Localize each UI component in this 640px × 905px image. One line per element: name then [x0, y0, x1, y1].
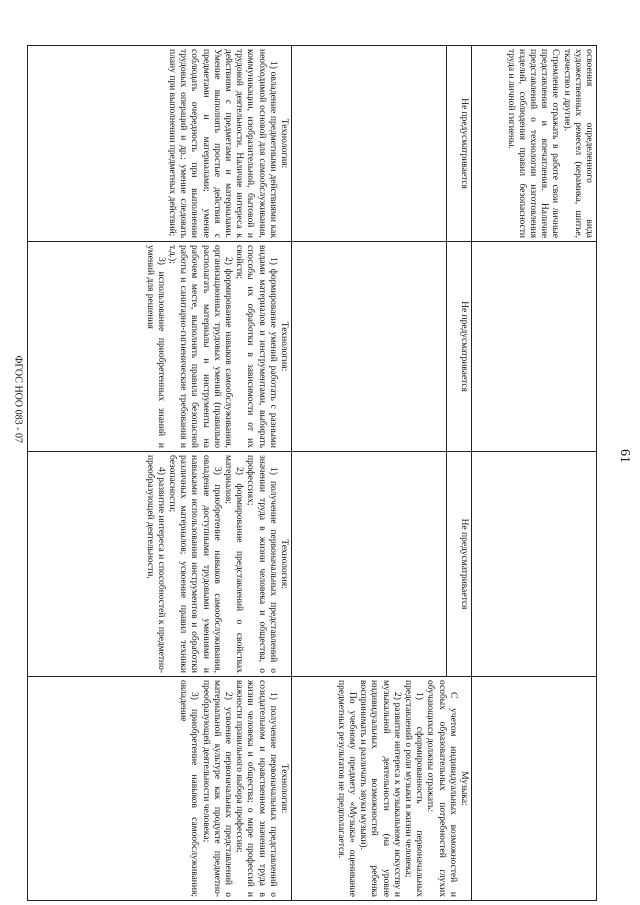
table-cell-empty — [472, 452, 597, 677]
technology-title: Технология: — [279, 118, 289, 169]
cell-text: 2) формирование представлений о свойствах материалов; — [222, 455, 245, 673]
document-footer: ФГОС НОО 083 - 07 — [12, 355, 24, 443]
cell-text: 2) усвоение первоначальных представлений о материальной культуре как продукте предметно-преобразующей деятельности человека; — [200, 680, 233, 897]
cell-text: 1) получение первоначальных представлений о значении труда в жизни человека и общества, о профессиях; — [245, 455, 278, 673]
cell-text: С учетом индивидуальных возможностей и особых образовательных потребностей глухих обучающихся должны отражать: — [425, 680, 458, 897]
technology-title: Технология: — [279, 539, 289, 589]
table-cell-empty — [472, 242, 597, 452]
cell-text: 1) получение первоначальных представлений о созидательном и нравственном значении труда в жизни человека и общества; о мире профессий и важности правильного выбора профессии; — [234, 680, 278, 897]
cell-text: 1) формирование умений работать с разными видами материалов и инструментами, выбирать способы их обработки в зависимости от их свойств; — [234, 245, 278, 448]
cell-technology — [28, 242, 292, 452]
cell-technology — [28, 677, 292, 901]
cell-music — [292, 677, 472, 901]
cell-text: 1) сформированность первоначальных представлений о роли музыки в жизни человека; — [402, 680, 425, 897]
table-cell-empty — [292, 242, 447, 452]
cell-text: 1) овладение предметными действиями как необходимой основой для самообслуживания, коммуникации, изобразительной, бытовой и трудовой деятельности. Наличие интереса к действиям с предметами и материалами. Умение выполнять простые действия с предметами и материалами; умение соблюдать очередность при выполнении трудовых операций и др.; умение следовать плану при выполнении предметных действий; — [166, 49, 278, 238]
technology-title: Технология: — [279, 321, 289, 372]
cell-text: Стремление отражать в работе свои личные представления и впечатления. Наличие представлений о технологии изготовления изделий, соблюдения правил безопасности труда и личной гигиены. — [505, 49, 561, 238]
cell-not-provided: Не предусматривается — [447, 46, 472, 242]
page-number: 61 — [617, 449, 632, 463]
cell-text: 2) развитие интереса к музыкальному искусству и музыкальной деятельности (на уровне индивидуальных возможностей ребенка воспринимать и различать звуки музыки). — [358, 680, 402, 897]
cell-text: 4) развитие интереса и способностей к предметно-преобразующей деятельности, — [144, 455, 166, 673]
cell-text: 2) формирование навыков самообслуживания, организационных трудовых умений (правильно располагать материалы и инструменты на рабочем месте, выполнять правила безопасной работы и санитарно-гигиенические требования и т.д.); — [166, 245, 233, 448]
cell-technology — [28, 46, 292, 242]
cell-not-provided: Не предусматривается — [447, 242, 472, 452]
table-cell-empty — [292, 452, 447, 677]
cell-text: 3) приобретение навыков самообслуживания; овладение — [178, 680, 200, 897]
cell-not-provided: Не предусматривается — [447, 452, 472, 677]
table-row — [28, 46, 292, 901]
cell-text: По учебному предмету «Музыка» оценивание предметных результатов не предполагается. — [335, 680, 357, 897]
table-cell-empty — [472, 677, 597, 901]
music-title: Музыка: — [459, 771, 469, 806]
cell-text: освоения определенного вида художественных ремесел (керамика, шитье, ткачество и другие). — [561, 49, 594, 238]
cell-text: 3) приобретение навыков самообслуживания, овладение доступными трудовыми умениями и навыками использования инструментов и обработки различных материалов; усвоение правил техники безопасности; — [166, 455, 222, 673]
cell-crafts-continuation — [472, 46, 597, 242]
cell-technology — [28, 452, 292, 677]
table-cell-empty — [292, 46, 447, 242]
table-row — [447, 46, 472, 901]
rotated-standards-table — [27, 45, 597, 900]
technology-title: Технология: — [279, 763, 289, 814]
cell-text: 3) использование приобретенных знаний и умений для решения — [144, 245, 166, 448]
table-row — [472, 46, 597, 901]
